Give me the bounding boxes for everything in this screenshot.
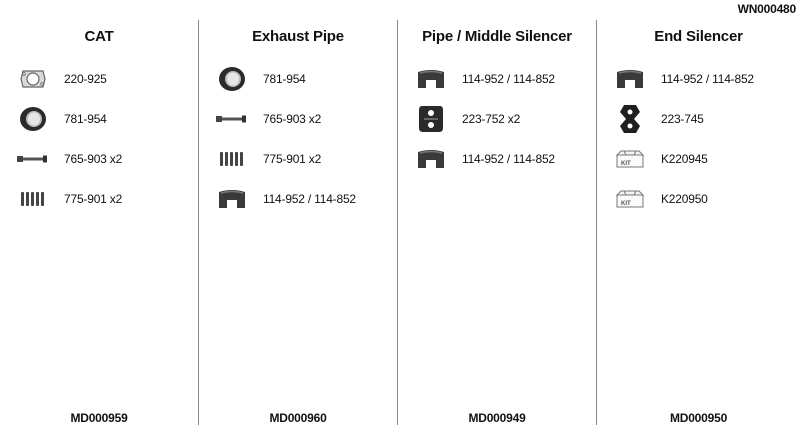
part-number: 220-925 [64,72,107,86]
column-footer-code: MD000950 [669,411,728,425]
part-number: 114-952 / 114-852 [462,152,555,166]
rubber-mount-icon [414,106,448,132]
part-number: 114-952 / 114-852 [263,192,356,206]
hanger-icon [613,106,647,132]
parts-list [0,66,198,226]
column-footer-code: MD000960 [269,411,327,425]
list-item [0,146,198,186]
list-item [398,106,596,146]
clamp-icon [215,186,249,212]
clamp-icon [414,66,448,92]
part-number: 223-752 x2 [462,112,521,126]
part-number: 765-903 x2 [263,112,322,126]
part-number: 781-954 [263,72,306,86]
document-code: WN000480 [737,2,796,16]
kit-box-icon [613,146,647,172]
column-title: Pipe / Middle Silencer [422,28,572,45]
list-item [597,106,800,146]
spring-icon [16,186,50,212]
bolt-icon [16,146,50,172]
part-number: 114-952 / 114-852 [462,72,555,86]
part-number: 781-954 [64,112,107,126]
column-end-silencer [597,20,800,425]
gasket-icon [16,66,50,92]
part-number: 114-952 / 114-852 [661,72,754,86]
list-item [199,106,397,146]
list-item [0,186,198,226]
column-footer-code: MD000959 [70,411,128,425]
kit-box-text: KIT [621,161,631,167]
part-number: 775-901 x2 [64,192,123,206]
kit-box-text: KIT [621,201,631,207]
column-title: CAT [84,28,114,45]
column-exhaust-pipe [199,20,398,425]
list-item [0,106,198,146]
column-cat [0,20,199,425]
column-title: Exhaust Pipe [252,28,344,45]
kit-box-icon [613,186,647,212]
spring-icon [215,146,249,172]
parts-list [199,66,397,226]
part-number: K220950 [661,192,708,206]
parts-columns [0,20,800,425]
part-number: 765-903 x2 [64,152,123,166]
part-number: 223-745 [661,112,704,126]
list-item [398,146,596,186]
column-title: End Silencer [654,28,743,45]
ring-icon [16,106,50,132]
parts-list [398,66,596,186]
ring-icon [215,66,249,92]
list-item [398,66,596,106]
clamp-icon [414,146,448,172]
list-item [597,146,800,186]
list-item [199,146,397,186]
clamp-icon [613,66,647,92]
list-item [0,66,198,106]
column-pipe-middle-silencer [398,20,597,425]
part-number: K220945 [661,152,708,166]
part-number: 775-901 x2 [263,152,322,166]
parts-list [597,66,800,226]
column-footer-code: MD000949 [468,411,526,425]
list-item [597,186,800,226]
list-item [199,66,397,106]
list-item [597,66,800,106]
bolt-icon [215,106,249,132]
list-item [199,186,397,226]
